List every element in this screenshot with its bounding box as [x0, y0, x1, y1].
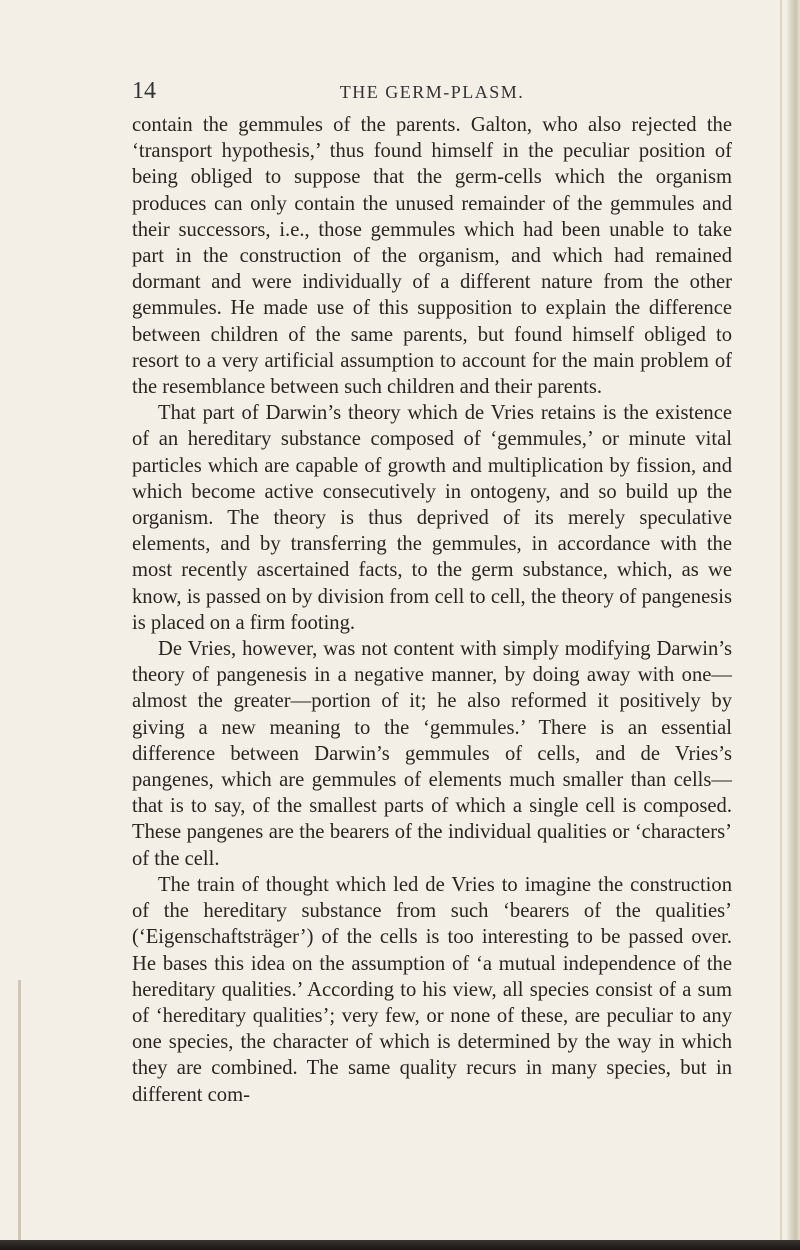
running-head: THE GERM-PLASM.	[339, 82, 525, 102]
left-page-edge	[18, 980, 21, 1240]
body-text	[132, 112, 732, 1108]
paragraph: The train of thought which led de Vries to imagine the construction of the hereditary substance from such ‘bearers of the qualities’ (‘Eigenschaftsträger’) of the cells is too interesting to be passed over. He bases this idea on the assumption of ‘a mutual independence of the hereditary qualities.’ According to his view, all species consist of a sum of ‘hereditary qualities’; very few, or none of these, are peculiar to any one species, the character of which is determined by the way in which they are combined. The same quality recurs in many species, but in different com-	[132, 873, 732, 1106]
page-fold-line	[780, 0, 782, 1250]
bottom-page-edge	[0, 1240, 800, 1250]
paragraph: That part of Darwin’s theory which de Vries retains is the existence of an hereditary substance composed of ‘gemmules,’ or minute vital particles which are capable of growth and multiplication by fission, and which become active consecutively in ontogeny, and so build up the organism. The theory is thus deprived of its merely speculative elements, and by transferring the gemmules, in accordance with the most recently ascertained facts, to the germ substance, which, as we know, is passed on by division from cell to cell, the theory of pangenesis is placed on a firm footing.	[132, 402, 732, 634]
book-page-edge	[786, 0, 800, 1250]
paragraph: contain the gemmules of the parents. Galton, who also rejected the ‘transport hypothesis,’ thus found himself in the peculiar position of being obliged to suppose that the germ-cells which the organism produces can only contain the unused remainder of the gemmules and their successors, i.e., those gemmules which had been unable to take part in the construction of the organism, and which had remained dormant and were individually of a different nature from the other gemmules. He made use of this supposition to explain the difference between children of the same parents, but found himself obliged to resort to a very artificial assumption to account for the main problem of the resemblance between such children and their parents.	[132, 114, 732, 399]
paragraph: De Vries, however, was not content with simply modifying Darwin’s theory of pangenesis in a negative manner, by doing away with one—almost the greater—portion of it; he also reformed it positively by giving a new meaning to the ‘gemmules.’ There is an essential difference between Darwin’s gemmules of cells, and de Vries’s pangenes, which are gemmules of elements much smaller than cells—that is to say, of the smallest parts of which a single cell is composed. These pangenes are the bearers of the individual qualities or ‘characters’ of the cell.	[132, 638, 732, 870]
page-number: 14	[132, 78, 156, 104]
page-header	[132, 78, 732, 108]
